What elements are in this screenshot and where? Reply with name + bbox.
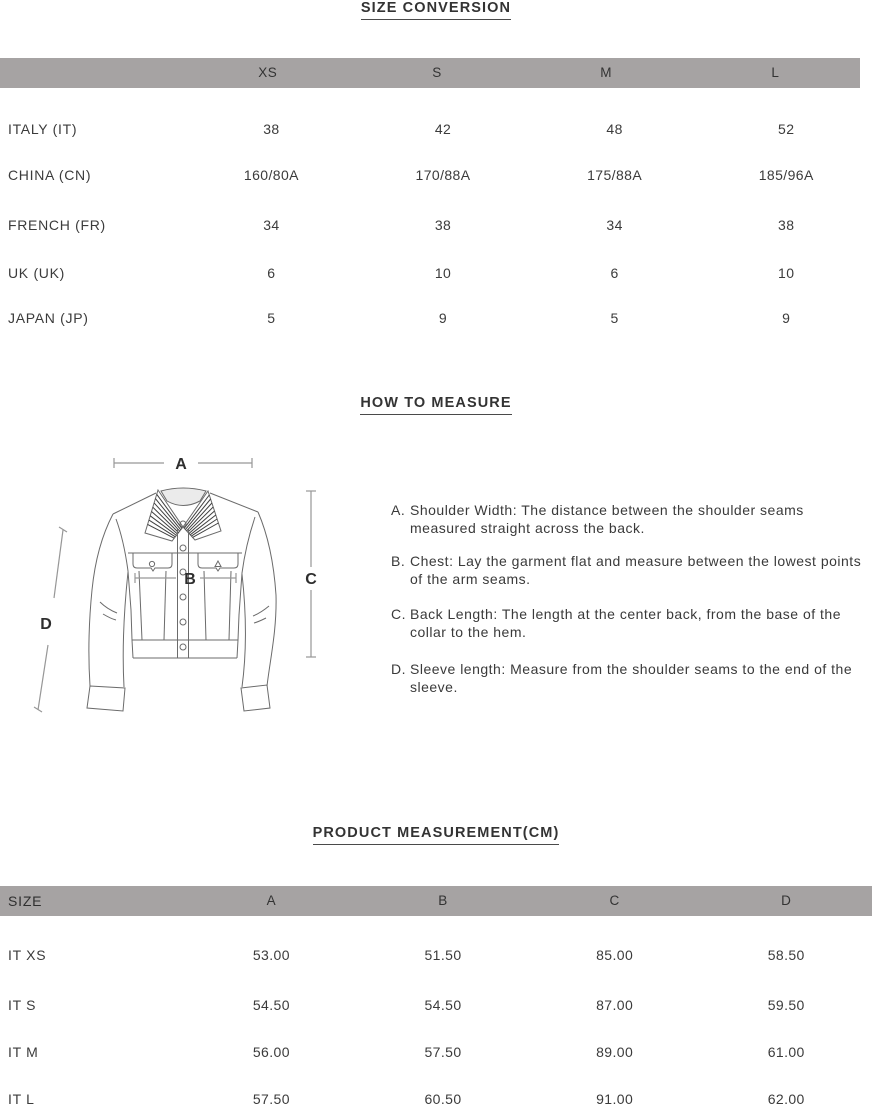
cell-value: 89.00 — [596, 1044, 634, 1060]
cell-value: 170/88A — [415, 167, 471, 183]
measure-label-b: B — [184, 571, 196, 588]
column-header-s: S — [432, 65, 442, 80]
column-header-xs: XS — [258, 65, 278, 80]
table-row — [0, 166, 872, 184]
cell-value: 5 — [267, 310, 276, 326]
cell-value: 6 — [610, 265, 619, 281]
measure-line-c — [305, 491, 317, 657]
cell-value: 160/80A — [243, 167, 299, 183]
how-to-measure-title: HOW TO MEASURE — [0, 395, 872, 415]
measure-label-c: C — [305, 571, 317, 588]
cell-value: 9 — [438, 310, 448, 326]
instruction-b-key: B. — [391, 553, 406, 569]
row-label: IT M — [8, 1044, 39, 1060]
row-label: IT L — [8, 1091, 35, 1107]
row-label: CHINA (CN) — [8, 167, 92, 183]
row-label: JAPAN (JP) — [8, 310, 89, 326]
cell-value: 42 — [434, 121, 452, 137]
cell-value: 58.50 — [767, 947, 805, 963]
table-row — [0, 264, 872, 282]
row-label: UK (UK) — [8, 265, 66, 281]
cell-value: 62.00 — [767, 1091, 805, 1107]
column-header-b: B — [438, 893, 448, 908]
instruction-c-text: Back Length: The length at the center back, from the base of the collar to the hem. — [410, 606, 841, 640]
product-measurement-table-header — [0, 886, 872, 916]
header-spacer — [0, 58, 183, 88]
instruction-c — [391, 606, 871, 641]
cell-value: 38 — [434, 217, 452, 233]
cell-value: 57.50 — [424, 1044, 462, 1060]
cell-value: 87.00 — [596, 997, 634, 1013]
size-conversion-table-header — [0, 58, 860, 88]
cell-value: 57.50 — [252, 1091, 290, 1107]
instruction-d-text: Sleeve length: Measure from the shoulder seams to the end of the sleeve. — [410, 661, 853, 695]
instruction-a-key: A. — [391, 502, 406, 518]
cell-value: 91.00 — [596, 1091, 634, 1107]
cell-value: 185/96A — [758, 167, 814, 183]
table-row — [0, 1043, 872, 1061]
table-row — [0, 1090, 872, 1108]
cell-value: 59.50 — [767, 997, 805, 1013]
cell-value: 48 — [606, 121, 623, 137]
measure-label-d: D — [40, 616, 52, 633]
table-row — [0, 996, 872, 1014]
row-label: FRENCH (FR) — [8, 217, 106, 233]
measure-label-a: A — [175, 456, 187, 473]
row-label: IT XS — [8, 947, 47, 963]
cell-value: 54.50 — [252, 997, 290, 1013]
instruction-a — [391, 502, 871, 537]
cell-value: 38 — [263, 121, 280, 137]
row-label: IT S — [8, 997, 37, 1013]
cell-value: 5 — [610, 310, 619, 326]
column-header-c: C — [609, 893, 620, 908]
cell-value: 34 — [606, 217, 623, 233]
instruction-b — [391, 553, 871, 588]
measure-line-d — [34, 527, 67, 712]
cell-value: 60.50 — [424, 1091, 462, 1107]
table-row — [0, 120, 872, 138]
column-header-m: M — [600, 65, 613, 80]
cell-value: 34 — [263, 217, 280, 233]
measure-line-b — [135, 571, 236, 588]
table-row — [0, 216, 872, 234]
column-header-a: A — [266, 893, 277, 908]
cell-value: 51.50 — [424, 947, 462, 963]
cell-value: 52 — [778, 121, 795, 137]
instruction-d-key: D. — [391, 661, 406, 677]
instruction-c-key: C. — [391, 606, 406, 622]
product-measurement-title: PRODUCT MEASUREMENT(CM) — [0, 825, 872, 845]
jacket-measurement-diagram — [20, 440, 350, 730]
cell-value: 10 — [434, 265, 452, 281]
cell-value: 38 — [778, 217, 795, 233]
cell-value: 54.50 — [424, 997, 462, 1013]
table-row — [0, 946, 872, 964]
measure-line-a — [114, 456, 252, 473]
instruction-b-text: Chest: Lay the garment flat and measure between the lowest points of the arm seams. — [410, 553, 862, 587]
cell-value: 175/88A — [587, 167, 643, 183]
cell-value: 6 — [267, 265, 276, 281]
table-row — [0, 309, 872, 327]
column-header-d: D — [781, 893, 792, 908]
cell-value: 61.00 — [767, 1044, 805, 1060]
jacket-collar — [145, 488, 221, 541]
cell-value: 85.00 — [596, 947, 634, 963]
row-label: ITALY (IT) — [8, 121, 78, 137]
instruction-a-text: Shoulder Width: The distance between the shoulder seams measured straight across the back. — [410, 502, 804, 536]
size-column-header: SIZE — [8, 893, 43, 909]
cell-value: 9 — [782, 310, 791, 326]
cell-value: 56.00 — [252, 1044, 290, 1060]
cell-value: 10 — [778, 265, 795, 281]
size-conversion-title: SIZE CONVERSION — [0, 0, 872, 20]
instruction-d — [391, 661, 871, 696]
column-header-l: L — [771, 65, 780, 80]
cell-value: 53.00 — [252, 947, 290, 963]
